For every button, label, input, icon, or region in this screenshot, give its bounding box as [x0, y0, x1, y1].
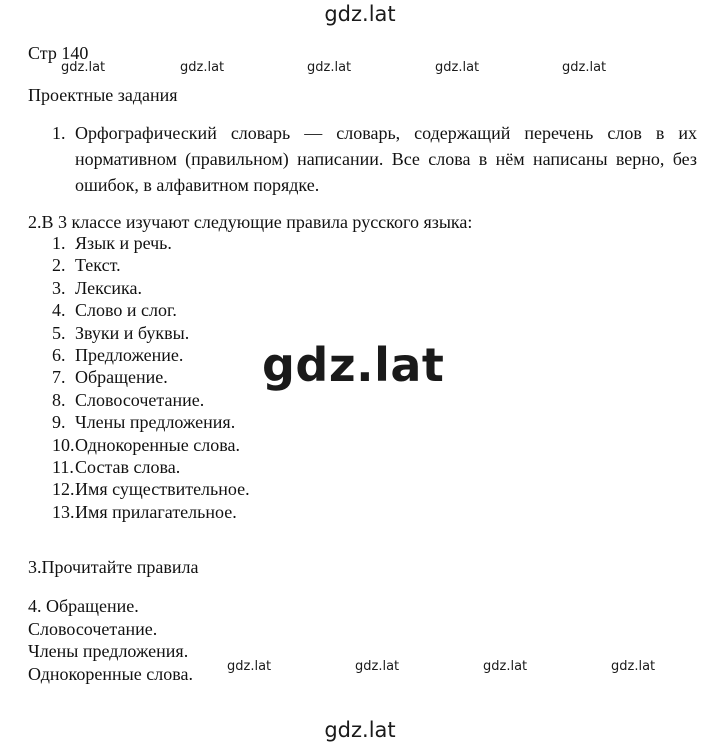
list-item: 7. Обращение. [52, 367, 168, 388]
watermark-row1-4: gdz.lat [435, 60, 480, 75]
list-item: 6. Предложение. [52, 345, 184, 366]
list-item: Словосочетание. [28, 618, 158, 639]
list-item: 3. Лексика. [52, 277, 142, 298]
watermark-row1-5: gdz.lat [562, 60, 607, 75]
watermark-row2-3: gdz.lat [483, 659, 528, 674]
task3-text: 3.Прочитайте правила [28, 557, 199, 577]
list-item: 10.Однокоренные слова. [52, 434, 240, 455]
watermark-row1-1: gdz.lat [61, 60, 106, 75]
task4-list [28, 595, 193, 685]
task2-heading: 2.В 3 классе изучают следующие правила русского языка: [28, 212, 473, 232]
list-item: 9. Члены предложения. [52, 412, 236, 433]
task1-text: Орфографический словарь — словарь, содержащий перечень слов в их нормативном (правильном) написании. Все слова в нём написаны верно, без ошибок, в алфавитном порядке. [75, 123, 697, 195]
page-label: Стр 140 [28, 43, 89, 63]
list-item: 8. Словосочетание. [52, 389, 205, 410]
watermark-center: gdz.lat [262, 338, 445, 392]
list-item: Члены предложения. [28, 641, 189, 661]
watermark-bottom: gdz.lat [324, 718, 396, 742]
watermark-row1-3: gdz.lat [307, 60, 352, 75]
list-item: 2. Текст. [52, 255, 121, 276]
list-item: 5. Звуки и буквы. [52, 322, 190, 343]
list-item: Однокоренные слова. [28, 663, 193, 684]
watermark-row1-2: gdz.lat [180, 60, 225, 75]
section-title: Проектные задания [28, 85, 178, 105]
rules-list [52, 232, 250, 523]
watermark-row2-2: gdz.lat [355, 659, 400, 674]
watermark-row2-4: gdz.lat [611, 659, 656, 674]
task1-number: 1. [52, 123, 66, 143]
list-item: 12.Имя существительное. [52, 479, 250, 500]
list-item: 4. Слово и слог. [52, 300, 177, 321]
list-item: 13.Имя прилагательное. [52, 501, 237, 522]
watermark-top: gdz.lat [324, 2, 396, 26]
list-item: 1. Язык и речь. [52, 233, 172, 253]
list-item: 11.Состав слова. [52, 457, 181, 478]
list-item: 4. Обращение. [28, 596, 139, 616]
watermark-row2-1: gdz.lat [227, 659, 272, 674]
